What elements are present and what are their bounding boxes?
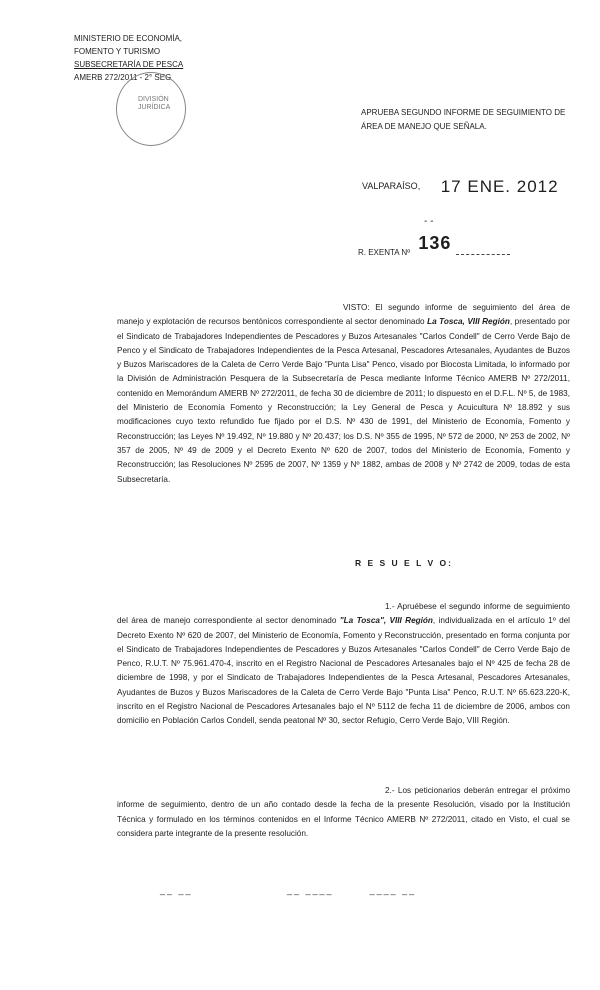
article-1-text-b: , individualizada en el artículo 1º del Decreto Exento Nº 620 de 2007, del Ministerio de Economía, Fomento y Reconstrucción, presentado en forma conjunta por el Sindicato de Trabajadores Independientes de Pescadores y Buzos Artesanales "Carlos Condell" de Cerro Verde Bajo de Penco, R.U.T. Nº 75.961.470-4, inscrito en el Registro Nacional de Pescadores Artesanales bajo el Nº 425 de fecha 28 de diciembre de 1998, y por el Sindicato de Trabajadores Independientes de la Pesca Artesanal, Pescadores Artesanales, Ayudantes de Buzos y Buzos Mariscadores de la Caleta de Cerro Verde Bajo "Punta Lisa" Penco, R.U.T. Nº 65.623.220-K, inscrito en el Registro Nacional de Pescadores Artesanales bajo el Nº 5112 de fecha 11 de diciembre de 2006, ambos con domicilio en Población Carlos Condell, senda peatonal Nº 30, sector Refugio, Cerro Verde Bajo, VIII Región. [117,616,570,726]
article-1-number: 1.- [385,602,395,611]
article-1-sector: "La Tosca", VIII Región [339,616,433,626]
date-place: VALPARAÍSO, [362,181,421,191]
official-stamp-text [138,96,170,112]
resolution-number-value: 136 [418,233,452,253]
resolution-article-1 [117,600,570,729]
letterhead-ministry-2: FOMENTO Y TURISMO [74,47,161,56]
visto-sector: La Tosca, VIII Región [427,317,510,327]
letterhead-reference: AMERB 272/2011 - 2° SEG [74,73,172,82]
article-2-text: Los peticionarios deberán entregar el próximo informe de seguimiento, dentro de un año contado desde la fecha de la presente Resolución, visado por la Institución Técnica y formulado en los términos contenidos en el Informe Técnico AMERB Nº 272/2011, citado en Visto, el cual se considera parte integrante de la presente resolución. [117,786,570,838]
stamp-line-2: JURÍDICA [138,104,171,111]
visto-paragraph [117,301,570,487]
visto-label: VISTO: [343,303,370,312]
resolution-article-2 [117,784,570,841]
document-date [362,174,559,194]
letterhead-subsecretaria: SUBSECRETARÍA DE PESCA [74,60,184,69]
visto-text-b: , presentado por el Sindicato de Trabajadores Independientes de Pescadores y Buzos Artesanales "Carlos Condell" de Cerro Verde Bajo de Penco y el Sindicato de Trabajadores Independientes de la Pesca Artesanal, Pescadores Artesanales, Ayudantes de Buzos y Buzos Mariscadores de la Caleta de Cerro Verde Bajo "Punta Lisa" Penco, visado por Biocosta Limitada, lo informado por la División de Administración Pesquera de la Subsecretaría de Pesca mediante Informe Técnico AMERB Nº 272/2011, contenido en Memorándum AMERB Nº 272/2011, de fecha 30 de diciembre de 2011; lo dispuesto en el D.F.L. Nº 5, de 1983, del Ministerio de Economía Fomento y Reconstrucción; la Ley General de Pesca y Acuicultura Nº 18.892 y sus modificaciones cuyo texto refundido fue fijado por el D.S. Nº 430 de 1991, del Ministerio de Economía, Fomento y Reconstrucción; las Leyes Nº 19.492, Nº 19.880 y Nº 20.437; los D.S. Nº 355 de 1995, Nº 572 de 2000, Nº 253 de 2002, Nº 357 de 2005, Nº 49 de 2009 y el Decreto Exento Nº 620 de 2007, todos del Ministerio de Economía, Fomento y Reconstrucción; las Resoluciones Nº 2595 de 2007, Nº 1359 y Nº 1882, ambas de 2008 y Nº 2742 de 2009, todas de esta Subsecretaría. [117,317,571,484]
visto-text-a: El segundo informe de seguimiento del área de manejo y explotación de recursos bentónicos correspondiente al sector denominado [117,303,570,327]
date-value: 17 ENE. 2012 [440,177,559,196]
resolution-label: R. EXENTA Nº [358,248,411,257]
article-1-text-a: Apruébese el segundo informe de seguimiento del área de manejo correspondiente al sector denominado [117,602,570,626]
letterhead-ministry: MINISTERIO DE ECONOMÍA, [74,34,183,43]
resuelvo-heading: R E S U E L V O: [355,558,453,568]
number-mark: - - [424,216,434,227]
article-2-number: 2.- [385,786,395,795]
stamp-line-1: DIVISIÓN [138,96,169,103]
document-subject: APRUEBA SEGUNDO INFORME DE SEGUIMIENTO DE ÁREA DE MANEJO QUE SEÑALA. [361,108,566,131]
resolution-underline [456,254,510,255]
resolution-number [358,233,510,260]
footer-dashes: __ __ __ ____ ____ __ [160,885,417,895]
